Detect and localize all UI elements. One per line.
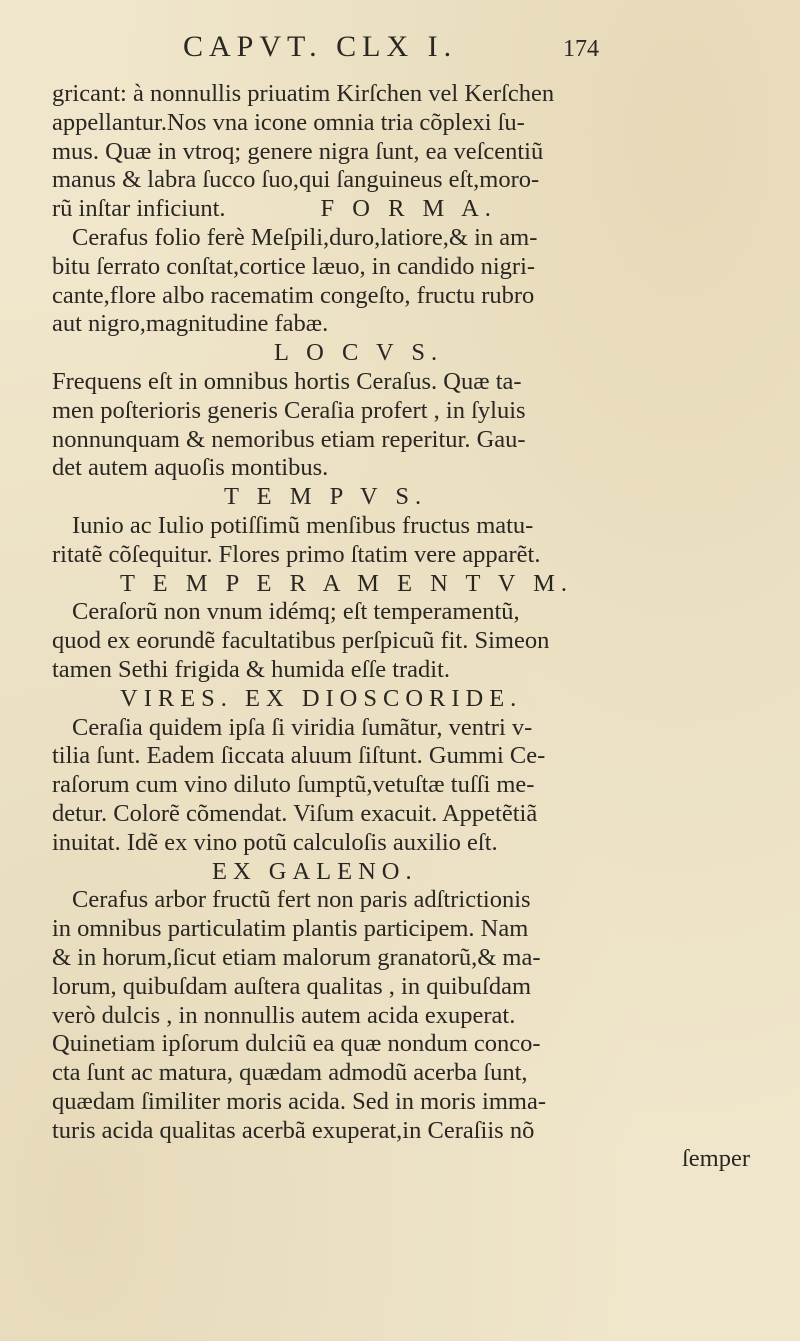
text-line: tilia ſunt. Eadem ſiccata aluum ſiſtunt. Gummi Ce- [52, 742, 546, 770]
text-line: in omnibus particulatim plantis participem. Nam [52, 915, 529, 943]
text-line: men poſterioris generis Ceraſia profert , in ſyluis [52, 396, 526, 424]
text-line: mus. Quæ in vtroq; genere nigra ſunt, ea veſcentiũ [52, 137, 544, 165]
text-line: nonnunquam & nemoribus etiam reperitur. Gau- [52, 425, 526, 453]
text-line: cante,flore albo racematim congeſto, fructu rubro [52, 281, 535, 309]
text-line: verò dulcis , in nonnullis autem acida exuperat. [52, 1001, 516, 1029]
text-line: inuitat. Idẽ ex vino potũ calculoſis auxilio eſt. [52, 828, 498, 856]
running-title: CAPVT. CLX I. [183, 30, 458, 63]
folio-number: 174 [563, 36, 599, 62]
section-heading-forma: F O R M A. [320, 195, 497, 223]
body-text [52, 80, 770, 1174]
text-line: detur. Colorẽ cõmendat. Viſum exacuit. Appetẽtiã [52, 799, 538, 827]
text-line: Quinetiam ipſorum dulciũ ea quæ nondum conco- [52, 1030, 541, 1058]
text-line: Cerafus arbor fructũ fert non paris adſtrictionis [72, 886, 531, 914]
text-line: ritatẽ cõſequitur. Flores primo ſtatim vere apparẽt. [52, 540, 541, 568]
text-line: cta ſunt ac matura, quædam admodũ acerba ſunt, [52, 1059, 528, 1087]
text-line: Cerafus folio ferè Meſpili,duro,latiore,& in am- [72, 223, 538, 251]
text-fragment: rũ inſtar inficiunt. [52, 195, 226, 223]
text-line: aut nigro,magnitudine fabæ. [52, 310, 329, 338]
text-line: turis acida qualitas acerbã exuperat,in Ceraſiis nõ [52, 1116, 535, 1144]
section-heading-locus: L O C V S. [274, 339, 444, 367]
text-line: quædam ſimiliter moris acida. Sed in moris imma- [52, 1087, 547, 1115]
section-heading-vires: VIRES. EX DIOSCORIDE. [120, 684, 523, 712]
section-heading-tempus: T E M P V S. [224, 483, 428, 511]
text-line: bitu ſerrato conſtat,cortice læuo, in candido nigri- [52, 252, 536, 280]
text-line: det autem aquoſis montibus. [52, 454, 329, 482]
text-line: gricant: à nonnullis priuatim Kirſchen vel Kerſchen [52, 80, 555, 107]
text-line: raſorum cum vino diluto ſumptũ,vetuſtæ tuſſi me- [52, 771, 535, 799]
catchword: ſemper [681, 1145, 750, 1173]
text-line: & in horum,ſicut etiam malorum granatorũ,& ma- [52, 943, 541, 971]
text-line: lorum, quibuſdam auſtera qualitas , in quibuſdam [52, 972, 532, 1000]
text-line: manus & labra ſucco ſuo,qui ſanguineus eſt,moro- [52, 166, 540, 194]
text-line: quod ex eorundẽ facultatibus perſpicuũ fit. Simeon [52, 627, 550, 655]
section-heading-galeno: EX GALENO. [212, 857, 418, 885]
text-line: Ceraſorũ non vnum idémq; eſt temperamentũ, [72, 598, 520, 626]
text-line: Ceraſia quidem ipſa ſi viridia ſumãtur, ventri v- [72, 713, 533, 741]
section-heading-temperamentum: T E M P E R A M E N T V M. [120, 569, 574, 597]
running-header [0, 28, 800, 72]
text-line: Frequens eſt in omnibus hortis Ceraſus. Quæ ta- [52, 367, 522, 395]
text-line: tamen Sethi frigida & humida eſſe tradit. [52, 655, 451, 683]
text-line: Iunio ac Iulio potiſſimũ menſibus fructus matu- [72, 511, 534, 539]
text-line: appellantur.Nos vna icone omnia tria cõplexi ſu- [52, 108, 525, 136]
text-line-with-heading [52, 195, 770, 224]
